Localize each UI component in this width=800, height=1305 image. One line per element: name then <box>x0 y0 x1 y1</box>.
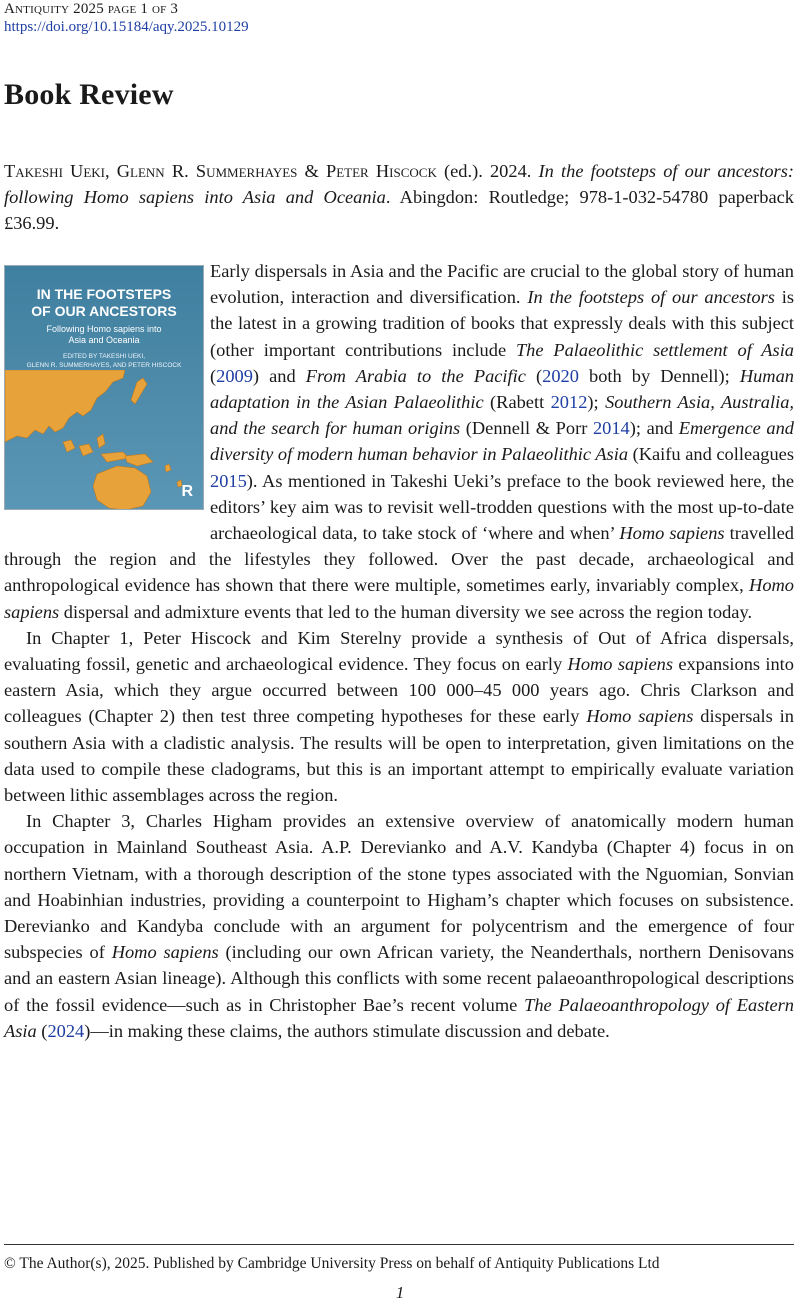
italic-run: Homo sapiens <box>111 942 219 963</box>
text-run: dispersals in southern Asia with a cladistic analysis. The results will be open to interpretation, given limitations on the data used to compile these cladograms, but this is an important attempt to empirically evaluate variation between lithic assemblages across the region. <box>4 706 794 806</box>
citation-authors: Takeshi Ueki, Glenn R. Summerhayes & Peter Hiscock <box>4 161 437 181</box>
text-run: (Rabett <box>483 392 551 413</box>
text-run: both by Dennell); <box>578 365 740 386</box>
text-run: (Dennell & Porr <box>460 418 593 439</box>
italic-run: The Palaeolithic settlement of Asia <box>515 339 794 360</box>
cover-editor-names: GLENN R. SUMMERHAYES, AND PETER HISCOCK <box>26 362 182 369</box>
text-run: travelled through the region and the lifestyles they followed. Over the past decade, archaeological and anthropological evidence has shown that there were multiple, sometimes early, invariably complex, <box>4 523 794 596</box>
cover-title-line: OF OUR ANCESTORS <box>31 303 177 319</box>
footer-divider <box>4 1244 794 1245</box>
italic-run: Emergence and diversity of modern human behavior in Palaeolithic Asia <box>210 418 794 465</box>
book-citation <box>4 158 794 236</box>
text-run: expansions into eastern Asia, which they argue occurred between 100 000–45 000 years ago. Chris Clarkson and colleagues (Chapter 2) then test three competing hypotheses for these early <box>4 654 794 727</box>
page-title: Book Review <box>4 78 174 111</box>
italic-run: Southern Asia, Australia, and the search for human origins <box>210 392 795 439</box>
text-run: In Chapter 3, Charles Higham provides an extensive overview of anatomically modern human occupation in Mainland Southeast Asia. A.P. Derevianko and A.V. Kandyba (Chapter 4) focus in on northern Vietnam, with a thorough description of the stone types associated with the Nguomian, Sonvian and Hoabinhian industries, providing a counterpoint to Higham’s chapter which focuses on subsistence. Derevianko and Kandyba conclude with an argument for polycentrism and the emergence of four subspecies of <box>4 811 794 963</box>
italic-run: In the footsteps of our ancestors <box>527 287 775 308</box>
text-run: dispersal and admixture events that led to the human diversity we see across the region today. <box>59 601 753 622</box>
italic-run: The Palaeoanthropology of Eastern Asia <box>4 994 795 1041</box>
text-run: ); <box>587 392 606 413</box>
paragraph-3 <box>4 808 794 1044</box>
doi-link[interactable]: https://doi.org/10.15184/aqy.2025.10129 <box>4 19 249 35</box>
reference-link[interactable]: 2014 <box>592 418 630 439</box>
italic-run: Human adaptation in the Asian Palaeolithic <box>210 365 794 413</box>
journal-page-info: Antiquity 2025 page 1 of 3 <box>4 1 179 17</box>
reference-link[interactable]: 2024 <box>47 1020 85 1041</box>
italic-run: Homo sapiens <box>4 575 794 622</box>
text-run: ); and <box>629 418 679 439</box>
paragraph-2 <box>4 625 794 808</box>
text-run: ( <box>210 365 217 386</box>
review-body <box>4 258 794 1044</box>
reference-link[interactable]: 2009 <box>216 365 253 386</box>
text-run: is the latest in a growing tradition of books that expressly deals with this subject (other important contributions include <box>210 287 795 360</box>
italic-run: Homo sapiens <box>567 654 673 675</box>
text-run: In Chapter 1, Peter Hiscock and Kim Sterelny provide a synthesis of Out of Africa dispersals, evaluating fossil, genetic and archaeological evidence. They focus on early <box>4 627 794 675</box>
citation-year: (ed.). 2024. <box>444 161 532 181</box>
running-header <box>4 0 249 36</box>
cover-wrap-space <box>4 258 210 526</box>
cover-subtitle-line: Following Homo sapiens into <box>46 324 162 334</box>
citation-book-title: In the footsteps of our ancestors: following Homo sapiens into Asia and Oceania <box>4 161 794 207</box>
text-run: (Kaifu and colleagues <box>628 444 794 465</box>
reference-link[interactable]: 2015 <box>210 470 247 491</box>
reference-link[interactable]: 2020 <box>542 365 579 386</box>
text-run: ( <box>525 365 543 386</box>
citation-publisher: . Abingdon: Routledge; 978-1-032-54780 paperback £36.99. <box>4 187 795 233</box>
text-run: Early dispersals in Asia and the Pacific are crucial to the global story of human evolution, interaction and diversification. <box>210 261 794 308</box>
text-run: ). As mentioned in Takeshi Ueki’s preface to the book reviewed here, the editors’ key aim was to revisit well-trodden questions with the most up-to-date archaeological data, to take stock of ‘where and when’ <box>210 470 794 544</box>
text-run: ) and <box>252 365 306 386</box>
cover-subtitle-line: Asia and Oceania <box>68 335 140 345</box>
cover-title-line: IN THE FOOTSTEPS <box>36 286 172 302</box>
text-run: )—in making these claims, the authors stimulate discussion and debate. <box>84 1020 610 1041</box>
page-number: 1 <box>395 1283 405 1302</box>
cover-edited-by: EDITED BY TAKESHI UEKI, <box>63 353 145 360</box>
text-run: (including our own African variety, the Neanderthals, northern Denisovans and an eastern Asian lineage). Although this conflicts with some recent palaeoanthropological descriptions of the fossil evidence—such as in Christopher Bae’s recent volume <box>4 942 794 1015</box>
italic-run: From Arabia to the Pacific <box>305 365 526 386</box>
italic-run: Homo sapiens <box>586 706 694 727</box>
italic-run: Homo sapiens <box>619 523 725 544</box>
text-run: ( <box>36 1020 48 1041</box>
reference-link[interactable]: 2012 <box>550 392 588 413</box>
copyright-footer: © The Author(s), 2025. Published by Cambridge University Press on behalf of Antiquity Publications Ltd <box>4 1255 660 1272</box>
routledge-logo: R <box>181 483 193 500</box>
